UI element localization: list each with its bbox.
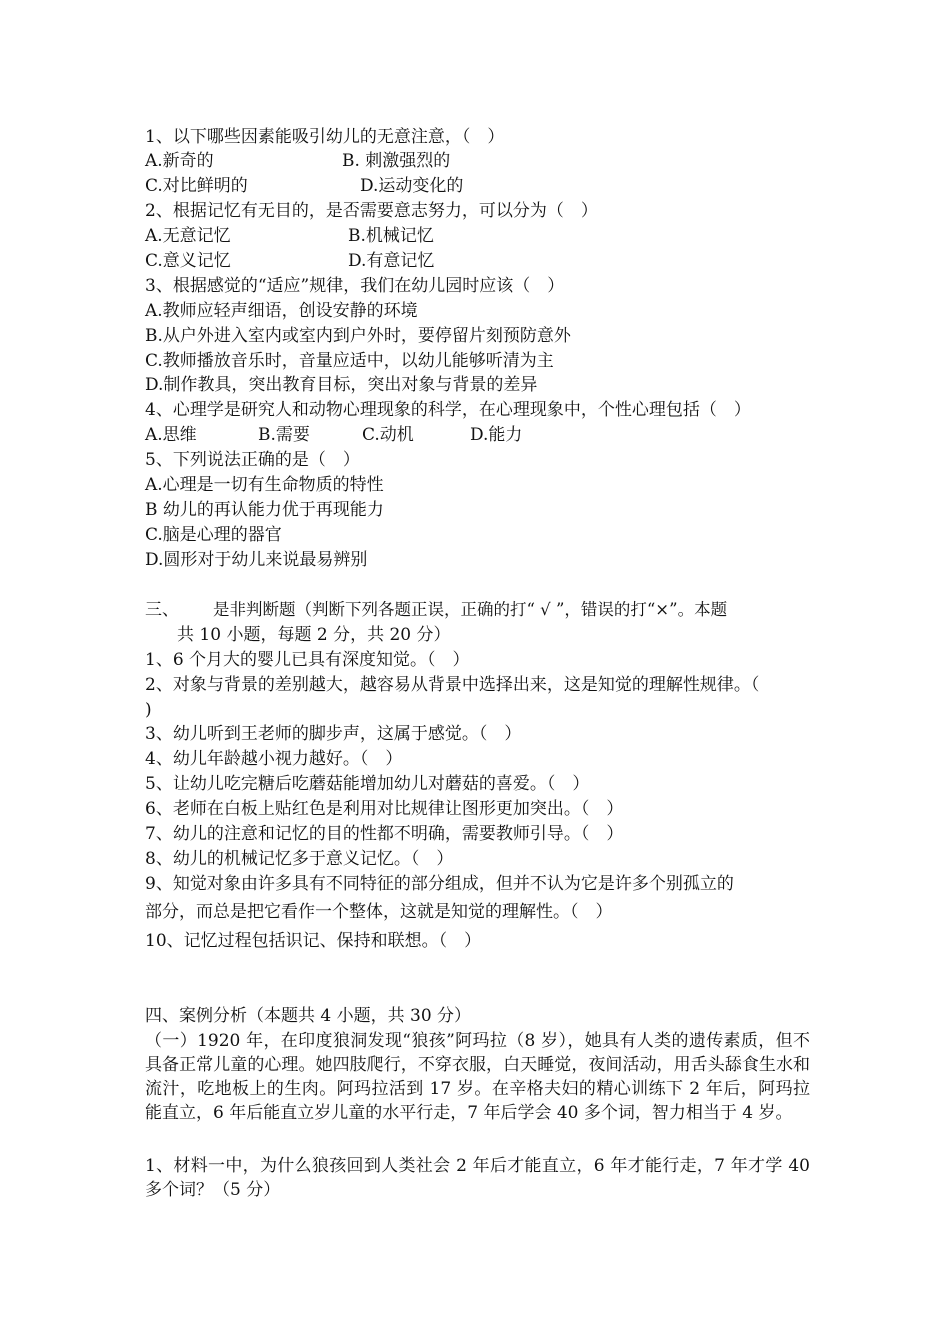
- question-5-option-c: C.脑是心理的器官: [145, 525, 282, 545]
- question-3-option-b: B.从户外进入室内或室内到户外时，要停留片刻预防意外: [145, 326, 571, 346]
- question-3-stem: 3、根据感觉的“适应”规律，我们在幼儿园时应该（ ）: [145, 276, 565, 296]
- question-1-option-d: D.运动变化的: [360, 176, 464, 196]
- tf-item-5: 5、让幼儿吃完糖后吃蘑菇能增加幼儿对蘑菇的喜爱。（ ）: [145, 774, 590, 794]
- question-2-option-d: D.有意记忆: [348, 251, 435, 271]
- tf-item-8: 8、幼儿的机械记忆多于意义记忆。（ ）: [145, 849, 454, 869]
- question-3-option-d: D.制作教具，突出教育目标，突出对象与背景的差异: [145, 375, 538, 395]
- section-3-heading: 是非判断题（判断下列各题正误，正确的打“ √ ”，错误的打“×”。本题: [213, 600, 728, 619]
- tf-item-2-cont: ): [145, 700, 152, 720]
- case-1-text: （一）1920 年，在印度狼洞发现“狼孩”阿玛拉（8 岁），她具有人类的遗传素质，但不具备正常儿童的心理。她四肢爬行，不穿衣服，白天睡觉，夜间活动，用舌头舔食生水和流汁，吃地板上的生肉。阿玛拉活到 17 岁。在辛格夫妇的精心训练下 2 年后，阿玛拉能直立，6 年后能直立岁儿童的水平行走，7 年后学会 40 多个词，智力相当于 4 岁。: [145, 1031, 810, 1123]
- tf-item-1: 1、6 个月大的婴儿已具有深度知觉。（ ）: [145, 650, 470, 670]
- tf-item-10: 10、记忆过程包括识记、保持和联想。（ ）: [145, 931, 482, 951]
- question-5-stem: 5、下列说法正确的是（ ）: [145, 450, 360, 470]
- question-4-option-c: C.动机: [362, 425, 414, 445]
- question-5-option-a: A.心理是一切有生命物质的特性: [145, 475, 384, 495]
- question-1-stem: 1、以下哪些因素能吸引幼儿的无意注意，（ ）: [145, 127, 505, 147]
- question-2-option-b: B.机械记忆: [348, 226, 434, 246]
- question-1-option-b: B. 刺激强烈的: [342, 151, 451, 171]
- question-4-option-a: A.思维: [145, 425, 197, 445]
- question-2-stem: 2、根据记忆有无目的，是否需要意志努力，可以分为（ ）: [145, 201, 598, 221]
- tf-item-9: 9、知觉对象由许多具有不同特征的部分组成，但并不认为它是许多个别孤立的: [145, 874, 734, 894]
- question-2-option-a: A.无意记忆: [145, 226, 231, 246]
- question-4-stem: 4、心理学是研究人和动物心理现象的科学，在心理现象中，个性心理包括（ ）: [145, 400, 751, 420]
- question-4-option-d: D.能力: [470, 425, 523, 445]
- tf-item-3: 3、幼儿听到王老师的脚步声，这属于感觉。（ ）: [145, 724, 522, 744]
- case-question-1: 1、材料一中，为什么狼孩回到人类社会 2 年后才能直立，6 年才能行走，7 年才学 40 多个词？（5 分）: [145, 1156, 810, 1200]
- question-5-option-b: B 幼儿的再认能力优于再现能力: [145, 500, 384, 520]
- question-1-option-c: C.对比鲜明的: [145, 176, 248, 196]
- tf-item-7: 7、幼儿的注意和记忆的目的性都不明确，需要教师引导。（ ）: [145, 824, 624, 844]
- section-3-heading-cont: 共 10 小题，每题 2 分，共 20 分）: [177, 625, 451, 645]
- tf-item-6: 6、老师在白板上贴红色是利用对比规律让图形更加突出。（ ）: [145, 799, 624, 819]
- section-3-number: 三、: [145, 600, 179, 620]
- tf-item-4: 4、幼儿年龄越小视力越好。（ ）: [145, 749, 403, 769]
- section-4-heading: 四、案例分析（本题共 4 小题，共 30 分）: [145, 1006, 472, 1026]
- question-3-option-c: C.教师播放音乐时，音量应适中，以幼儿能够听清为主: [145, 351, 554, 371]
- question-1-option-a: A.新奇的: [145, 151, 214, 171]
- question-5-option-d: D.圆形对于幼儿来说最易辨别: [145, 550, 368, 570]
- question-4-option-b: B.需要: [258, 425, 310, 445]
- tf-item-2: 2、对象与背景的差别越大，越容易从背景中选择出来，这是知觉的理解性规律。（: [145, 675, 760, 695]
- question-3-option-a: A.教师应轻声细语，创设安静的环境: [145, 301, 418, 321]
- question-2-option-c: C.意义记忆: [145, 251, 231, 271]
- tf-item-9-cont: 部分，而总是把它看作一个整体，这就是知觉的理解性。（ ）: [145, 902, 613, 922]
